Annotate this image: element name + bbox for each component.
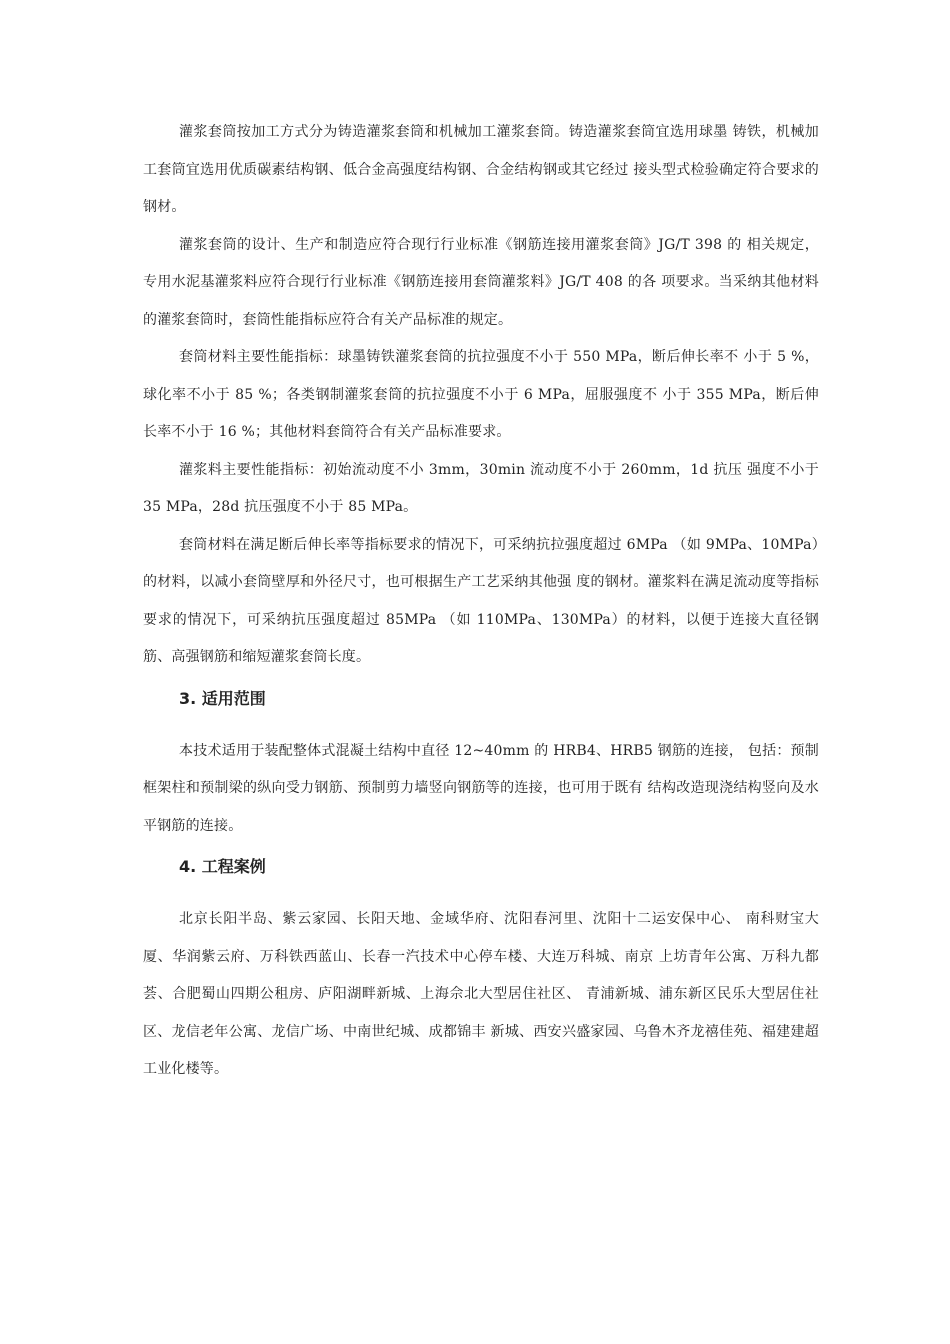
paragraph-standards: 灌浆套筒的设计、生产和制造应符合现行行业标准《钢筋连接用灌浆套筒》JG/T 398 的 相关规定，专用水泥基灌浆料应符合现行行业标准《钢筋连接用套筒灌浆料》JG/T 408 的各 项要求。当采纳其他材料的灌浆套筒时，套筒性能指标应符合有关产品标准的规定。 <box>143 236 819 328</box>
section-heading-cases: 4. 工程案例 <box>179 857 266 876</box>
paragraph-sleeve-types: 灌浆套筒按加工方式分为铸造灌浆套筒和机械加工灌浆套筒。铸造灌浆套筒宜选用球墨 铸铁，机械加工套筒宜选用优质碳素结构钢、低合金高强度结构钢、合金结构钢或其它经过 接头型式检验确定符合要求的钢材。 <box>143 124 819 215</box>
paragraph-sleeve-material-indicators: 套筒材料主要性能指标：球墨铸铁灌浆套筒的抗拉强度不小于 550 MPa，断后伸长率不 小于 5 %，球化率不小于 85 %；各类钢制灌浆套筒的抗拉强度不小于 6 MPa，屈服强度不 小于 355 MPa，断后伸长率不小于 16 %；其他材料套筒符合有关产品标准要求。 <box>143 349 819 440</box>
paragraph-cases: 北京长阳半岛、紫云家园、长阳天地、金域华府、沈阳春河里、沈阳十二运安保中心、 南科财宝大厦、华润紫云府、万科铁西蓝山、长春一汽技术中心停车楼、大连万科城、南京 上坊青年公寓、万科九都荟、合肥蜀山四期公租房、庐阳湖畔新城、上海佘北大型居住社区、 青浦新城、浦东新区民乐大型居住社区、龙信老年公寓、龙信广场、中南世纪城、成都锦丰 新城、西安兴盛家园、乌鲁木齐龙禧佳苑、福建建超工业化楼等。 <box>143 911 819 1077</box>
paragraph-scope: 本技术适用于装配整体式混凝土结构中直径 12~40mm 的 HRB4、HRB5 钢筋的连接， 包括：预制框架柱和预制梁的纵向受力钢筋、预制剪力墙竖向钢筋等的连接，也可用于既有 结构改造现浇结构竖向及水平钢筋的连接。 <box>143 742 819 834</box>
document-body <box>143 114 819 1089</box>
section-heading-scope: 3. 适用范围 <box>179 688 266 708</box>
paragraph-grout-indicators: 灌浆料主要性能指标：初始流动度不小 3mm，30min 流动度不小于 260mm，1d 抗压 强度不小于 35 MPa，28d 抗压强度不小于 85 MPa。 <box>143 461 819 515</box>
paragraph-high-strength-options: 套筒材料在满足断后伸长率等指标要求的情况下，可采纳抗拉强度超过 6MPa （如 9MPa、10MPa）的材料，以减小套筒壁厚和外径尺寸，也可根据生产工艺采纳其他强 度的钢材。灌浆料在满足流动度等指标要求的情况下，可采纳抗压强度超过 85MPa （如 110MPa、130MPa）的材料，以便于连接大直径钢筋、高强钢筋和缩短灌浆套筒长度。 <box>143 536 819 665</box>
